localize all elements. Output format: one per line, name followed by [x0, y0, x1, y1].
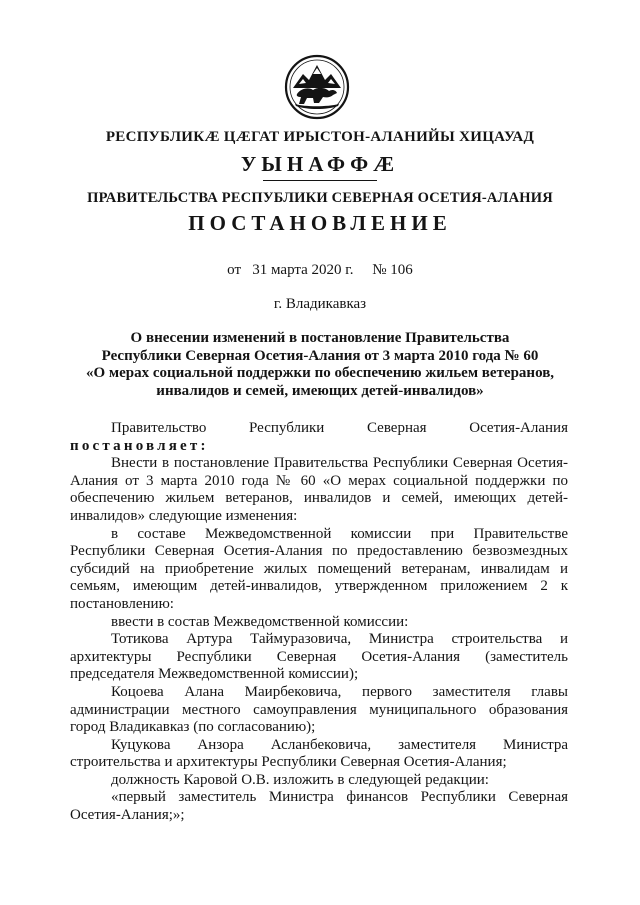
body-paragraph: должность Каровой О.В. изложить в следующей редакции:	[111, 771, 489, 788]
russian-document-type: ПОСТАНОВЛЕНИЕ	[188, 211, 452, 235]
opening-line	[70, 420, 568, 438]
body-paragraph: в составе Межведомственной комиссии при Правительстве Республики Северная Осетия-Алания по предоставлению безвозмездных субсидий на приобретение жилых помещений ветеранам, инвалидам и семьям, имеющим детей-инвалидов, утвержденном приложением 2 к постановлению:	[70, 525, 568, 612]
document-date: 31 марта 2020 г.	[252, 262, 354, 278]
document-body	[70, 420, 568, 825]
header-divider	[263, 180, 377, 181]
body-paragraph: «первый заместитель Министра финансов Республики Северная Осетия-Алания;»;	[70, 789, 568, 824]
title-line: инвалидов и семей, имеющих детей-инвалидов»	[156, 382, 484, 399]
russian-government-name: ПРАВИТЕЛЬСТВА РЕСПУБЛИКИ СЕВЕРНАЯ ОСЕТИЯ-АЛАНИЯ	[87, 190, 553, 206]
ossetian-document-type: УЫНАФФӔ	[240, 152, 400, 176]
city-line: г. Владикавказ	[273, 296, 367, 312]
opening-word: Правительство	[111, 420, 207, 436]
coat-of-arms-icon	[283, 54, 351, 120]
body-paragraph: Куцукова Анзора Асланбековича, заместителя Министра строительства и архитектуры Республики Северная Осетия-Алания;	[70, 736, 568, 771]
title-line: «О мерах социальной поддержки по обеспечению жильем ветеранов,	[85, 365, 555, 381]
body-paragraph: ввести в состав Межведомственной комиссии:	[111, 613, 409, 630]
document-title	[0, 330, 640, 400]
resolves-line	[70, 438, 568, 456]
title-line: О внесении изменений в постановление Правительства	[130, 330, 510, 346]
body-paragraph: Коцоева Алана Маирбековича, первого заместителя главы администрации местного самоуправления муниципального образования город Владикавказ (по согласованию);	[70, 683, 568, 736]
body-paragraph: Внести в постановление Правительства Республики Северная Осетия-Алания от 3 марта 2010 года № 60 «О мерах социальной поддержки по обеспечению жильем ветеранов, инвалидов и семей, имеющих детей-инвалидов» следующие изменения:	[70, 455, 568, 524]
date-prefix: от	[227, 262, 242, 278]
opening-word: Осетия-Алания	[469, 420, 568, 436]
resolves-word: постановляет:	[70, 437, 209, 454]
title-line: Республики Северная Осетия-Алания от 3 марта 2010 года № 60	[101, 347, 539, 364]
opening-word: Северная	[366, 420, 427, 436]
document-number: № 106	[372, 262, 413, 278]
body-paragraph: Тотикова Артура Таймуразовича, Министра строительства и архитектуры Республики Северная Осетия-Алания (заместитель председателя Межведомственной комиссии);	[70, 631, 568, 683]
date-number-line	[0, 262, 640, 279]
ossetian-government-name: РЕСПУБЛИКӔ ЦӔГАТ ИРЫСТОН-АЛАНИЙЫ ХИЦАУАД	[105, 129, 535, 145]
opening-word: Республики	[249, 420, 325, 436]
